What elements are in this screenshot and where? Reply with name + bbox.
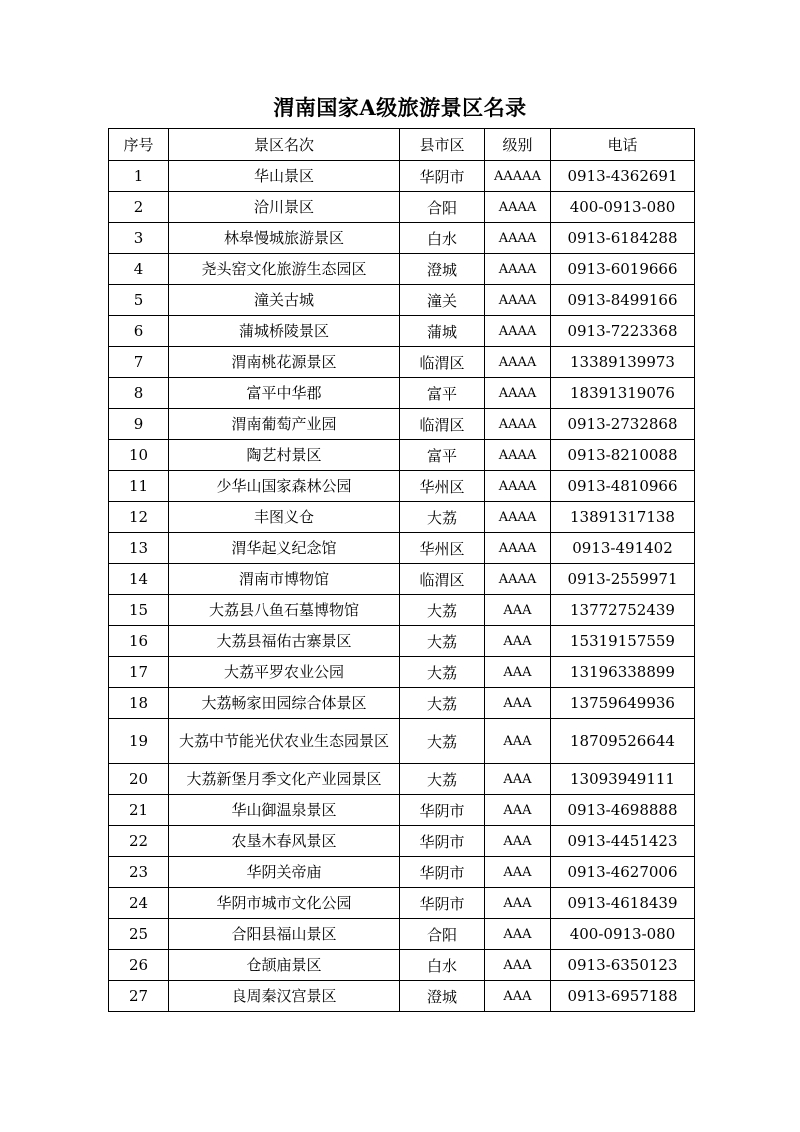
table-row bbox=[109, 471, 695, 502]
cell-district: 临渭区 bbox=[400, 564, 485, 595]
header-phone: 电话 bbox=[551, 129, 695, 161]
cell-phone: 13772752439 bbox=[551, 595, 695, 626]
cell-phone: 13196338899 bbox=[551, 657, 695, 688]
cell-district: 蒲城 bbox=[400, 316, 485, 347]
cell-phone: 0913-2732868 bbox=[551, 409, 695, 440]
cell-phone: 0913-4698888 bbox=[551, 795, 695, 826]
cell-index: 22 bbox=[109, 826, 169, 857]
cell-name: 潼关古城 bbox=[169, 285, 400, 316]
table-row bbox=[109, 440, 695, 471]
cell-phone: 0913-6957188 bbox=[551, 981, 695, 1012]
cell-name: 林皋慢城旅游景区 bbox=[169, 223, 400, 254]
cell-phone: 0913-6184288 bbox=[551, 223, 695, 254]
cell-name: 渭华起义纪念馆 bbox=[169, 533, 400, 564]
cell-index: 16 bbox=[109, 626, 169, 657]
cell-name: 蒲城桥陵景区 bbox=[169, 316, 400, 347]
cell-index: 26 bbox=[109, 950, 169, 981]
cell-level: AAA bbox=[485, 657, 551, 688]
cell-name: 华阴关帝庙 bbox=[169, 857, 400, 888]
cell-level: AAA bbox=[485, 950, 551, 981]
cell-index: 1 bbox=[109, 161, 169, 192]
cell-district: 华阴市 bbox=[400, 826, 485, 857]
table-row bbox=[109, 192, 695, 223]
cell-district: 富平 bbox=[400, 378, 485, 409]
table-row bbox=[109, 347, 695, 378]
cell-level: AAAA bbox=[485, 440, 551, 471]
cell-district: 华阴市 bbox=[400, 888, 485, 919]
scenic-spot-table bbox=[108, 128, 695, 1012]
cell-phone: 15319157559 bbox=[551, 626, 695, 657]
cell-name: 少华山国家森林公园 bbox=[169, 471, 400, 502]
cell-index: 21 bbox=[109, 795, 169, 826]
cell-name: 华阴市城市文化公园 bbox=[169, 888, 400, 919]
header-district: 县市区 bbox=[400, 129, 485, 161]
cell-level: AAA bbox=[485, 595, 551, 626]
cell-index: 7 bbox=[109, 347, 169, 378]
cell-district: 大荔 bbox=[400, 688, 485, 719]
cell-phone: 13389139973 bbox=[551, 347, 695, 378]
cell-level: AAAA bbox=[485, 564, 551, 595]
cell-index: 19 bbox=[109, 719, 169, 764]
table-row bbox=[109, 764, 695, 795]
cell-level: AAA bbox=[485, 826, 551, 857]
cell-level: AAAA bbox=[485, 192, 551, 223]
table-row bbox=[109, 409, 695, 440]
table-row bbox=[109, 826, 695, 857]
cell-name: 农垦木春风景区 bbox=[169, 826, 400, 857]
cell-level: AAA bbox=[485, 688, 551, 719]
cell-phone: 0913-8210088 bbox=[551, 440, 695, 471]
cell-index: 5 bbox=[109, 285, 169, 316]
cell-phone: 0913-4451423 bbox=[551, 826, 695, 857]
cell-district: 大荔 bbox=[400, 657, 485, 688]
cell-index: 12 bbox=[109, 502, 169, 533]
cell-index: 6 bbox=[109, 316, 169, 347]
cell-level: AAAA bbox=[485, 533, 551, 564]
cell-name: 华山景区 bbox=[169, 161, 400, 192]
cell-district: 澄城 bbox=[400, 981, 485, 1012]
cell-level: AAAA bbox=[485, 316, 551, 347]
cell-index: 11 bbox=[109, 471, 169, 502]
cell-name: 大荔平罗农业公园 bbox=[169, 657, 400, 688]
table-row bbox=[109, 316, 695, 347]
cell-district: 临渭区 bbox=[400, 347, 485, 378]
cell-level: AAAA bbox=[485, 223, 551, 254]
table-row bbox=[109, 502, 695, 533]
table-row bbox=[109, 285, 695, 316]
cell-district: 澄城 bbox=[400, 254, 485, 285]
cell-name: 合阳县福山景区 bbox=[169, 919, 400, 950]
cell-district: 合阳 bbox=[400, 919, 485, 950]
cell-district: 潼关 bbox=[400, 285, 485, 316]
cell-district: 合阳 bbox=[400, 192, 485, 223]
cell-phone: 0913-8499166 bbox=[551, 285, 695, 316]
cell-name: 大荔新堡月季文化产业园景区 bbox=[169, 764, 400, 795]
table-row bbox=[109, 595, 695, 626]
cell-level: AAAA bbox=[485, 285, 551, 316]
cell-phone: 400-0913-080 bbox=[551, 919, 695, 950]
cell-phone: 13759649936 bbox=[551, 688, 695, 719]
cell-name: 大荔县八鱼石墓博物馆 bbox=[169, 595, 400, 626]
cell-phone: 18391319076 bbox=[551, 378, 695, 409]
cell-district: 华阴市 bbox=[400, 795, 485, 826]
cell-name: 大荔中节能光伏农业生态园景区 bbox=[169, 719, 400, 764]
table-row bbox=[109, 857, 695, 888]
cell-level: AAA bbox=[485, 919, 551, 950]
header-index: 序号 bbox=[109, 129, 169, 161]
table-row bbox=[109, 719, 695, 764]
table-row bbox=[109, 564, 695, 595]
cell-index: 24 bbox=[109, 888, 169, 919]
cell-phone: 0913-2559971 bbox=[551, 564, 695, 595]
cell-district: 大荔 bbox=[400, 764, 485, 795]
table-row bbox=[109, 919, 695, 950]
cell-level: AAA bbox=[485, 626, 551, 657]
cell-index: 23 bbox=[109, 857, 169, 888]
page-title: 渭南国家A级旅游景区名录 bbox=[273, 95, 527, 120]
cell-name: 良周秦汉宫景区 bbox=[169, 981, 400, 1012]
cell-level: AAAA bbox=[485, 471, 551, 502]
table-row bbox=[109, 223, 695, 254]
cell-phone: 18709526644 bbox=[551, 719, 695, 764]
cell-level: AAAA bbox=[485, 409, 551, 440]
cell-name: 华山御温泉景区 bbox=[169, 795, 400, 826]
cell-index: 2 bbox=[109, 192, 169, 223]
cell-district: 大荔 bbox=[400, 626, 485, 657]
cell-name: 渭南桃花源景区 bbox=[169, 347, 400, 378]
cell-index: 15 bbox=[109, 595, 169, 626]
cell-name: 大荔县福佑古寨景区 bbox=[169, 626, 400, 657]
cell-district: 华州区 bbox=[400, 471, 485, 502]
cell-phone: 0913-6350123 bbox=[551, 950, 695, 981]
cell-index: 14 bbox=[109, 564, 169, 595]
cell-level: AAAA bbox=[485, 502, 551, 533]
cell-phone: 0913-7223368 bbox=[551, 316, 695, 347]
table-row bbox=[109, 950, 695, 981]
table-header-row bbox=[109, 129, 695, 161]
table-row bbox=[109, 657, 695, 688]
table-row bbox=[109, 888, 695, 919]
cell-district: 白水 bbox=[400, 223, 485, 254]
cell-name: 仓颉庙景区 bbox=[169, 950, 400, 981]
cell-district: 临渭区 bbox=[400, 409, 485, 440]
cell-name: 大荔畅家田园综合体景区 bbox=[169, 688, 400, 719]
cell-index: 17 bbox=[109, 657, 169, 688]
cell-index: 4 bbox=[109, 254, 169, 285]
table-row bbox=[109, 254, 695, 285]
cell-level: AAAA bbox=[485, 254, 551, 285]
cell-district: 大荔 bbox=[400, 719, 485, 764]
cell-phone: 13093949111 bbox=[551, 764, 695, 795]
cell-index: 9 bbox=[109, 409, 169, 440]
cell-name: 陶艺村景区 bbox=[169, 440, 400, 471]
cell-district: 大荔 bbox=[400, 502, 485, 533]
cell-level: AAAA bbox=[485, 347, 551, 378]
cell-index: 10 bbox=[109, 440, 169, 471]
table-row bbox=[109, 981, 695, 1012]
table-row bbox=[109, 795, 695, 826]
cell-district: 白水 bbox=[400, 950, 485, 981]
header-level: 级别 bbox=[485, 129, 551, 161]
cell-level: AAA bbox=[485, 857, 551, 888]
cell-district: 华阴市 bbox=[400, 857, 485, 888]
cell-district: 大荔 bbox=[400, 595, 485, 626]
cell-phone: 400-0913-080 bbox=[551, 192, 695, 223]
cell-district: 华州区 bbox=[400, 533, 485, 564]
cell-district: 富平 bbox=[400, 440, 485, 471]
cell-phone: 0913-4627006 bbox=[551, 857, 695, 888]
cell-index: 3 bbox=[109, 223, 169, 254]
cell-phone: 0913-6019666 bbox=[551, 254, 695, 285]
cell-level: AAAA bbox=[485, 378, 551, 409]
cell-phone: 0913-4810966 bbox=[551, 471, 695, 502]
cell-phone: 0913-491402 bbox=[551, 533, 695, 564]
cell-index: 20 bbox=[109, 764, 169, 795]
cell-phone: 0913-4618439 bbox=[551, 888, 695, 919]
cell-level: AAA bbox=[485, 795, 551, 826]
header-name: 景区名次 bbox=[169, 129, 400, 161]
cell-name: 洽川景区 bbox=[169, 192, 400, 223]
cell-index: 25 bbox=[109, 919, 169, 950]
cell-level: AAAAA bbox=[485, 161, 551, 192]
table-row bbox=[109, 161, 695, 192]
cell-name: 尧头窑文化旅游生态园区 bbox=[169, 254, 400, 285]
cell-phone: 13891317138 bbox=[551, 502, 695, 533]
cell-name: 渭南葡萄产业园 bbox=[169, 409, 400, 440]
cell-index: 18 bbox=[109, 688, 169, 719]
cell-phone: 0913-4362691 bbox=[551, 161, 695, 192]
cell-index: 13 bbox=[109, 533, 169, 564]
table-row bbox=[109, 626, 695, 657]
cell-level: AAA bbox=[485, 888, 551, 919]
cell-level: AAA bbox=[485, 981, 551, 1012]
cell-level: AAA bbox=[485, 764, 551, 795]
cell-name: 丰图义仓 bbox=[169, 502, 400, 533]
table-row bbox=[109, 688, 695, 719]
cell-index: 8 bbox=[109, 378, 169, 409]
cell-district: 华阴市 bbox=[400, 161, 485, 192]
cell-level: AAA bbox=[485, 719, 551, 764]
cell-index: 27 bbox=[109, 981, 169, 1012]
cell-name: 富平中华郡 bbox=[169, 378, 400, 409]
table-row bbox=[109, 533, 695, 564]
cell-name: 渭南市博物馆 bbox=[169, 564, 400, 595]
table-row bbox=[109, 378, 695, 409]
